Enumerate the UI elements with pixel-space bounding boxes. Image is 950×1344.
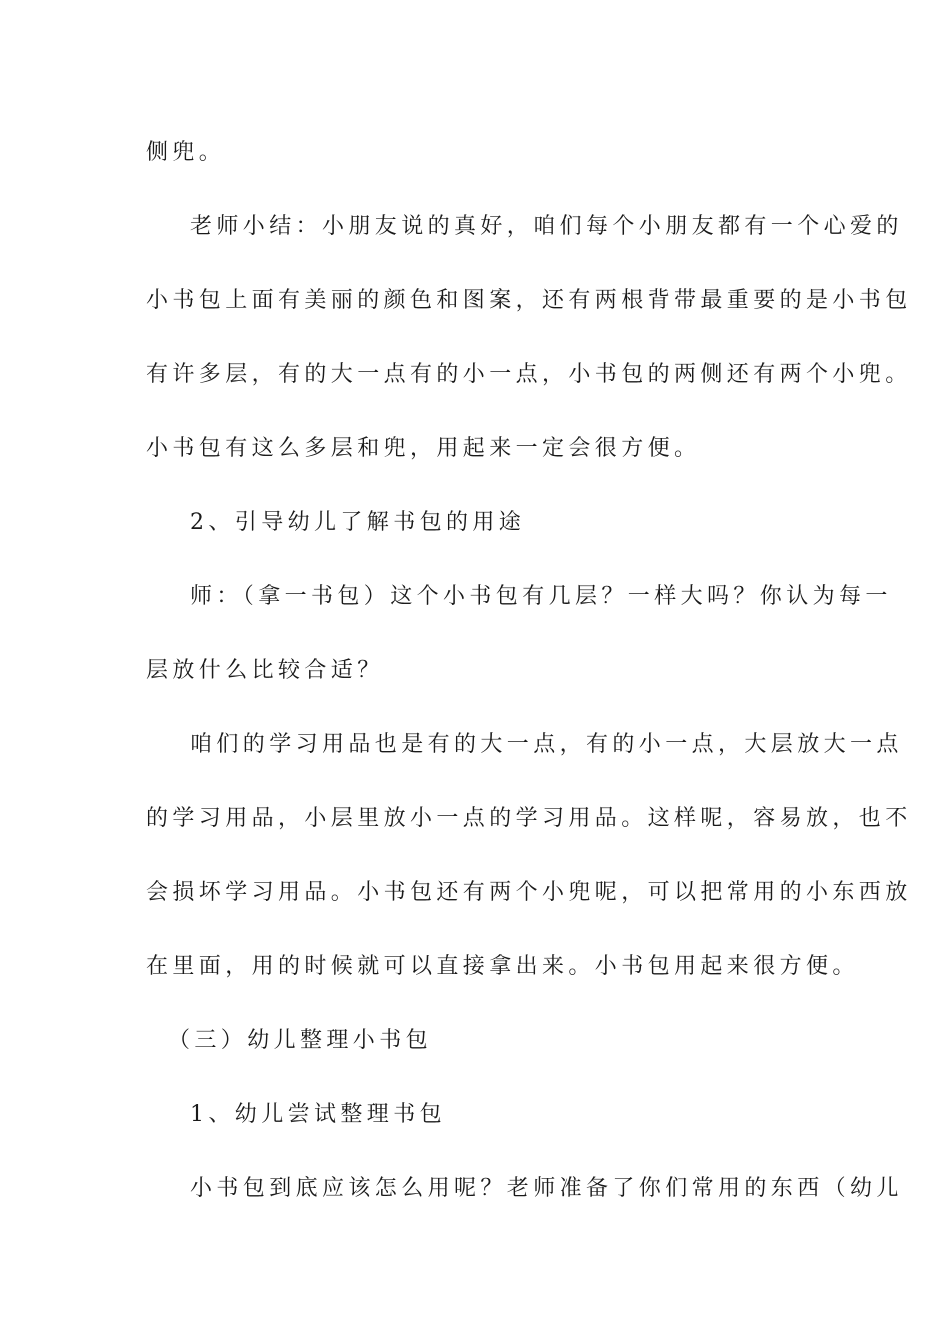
- text-line: 咱们的学习用品也是有的大一点，有的小一点，大层放大一点: [190, 732, 903, 757]
- section-heading: 1、幼儿尝试整理书包: [190, 1102, 446, 1127]
- text-line: 有许多层，有的大一点有的小一点，小书包的两侧还有两个小兜。: [146, 362, 912, 387]
- text-line: 小书包有这么多层和兜，用起来一定会很方便。: [146, 436, 701, 461]
- section-heading: 2、引导幼儿了解书包的用途: [190, 510, 526, 535]
- text-line: 小书包上面有美丽的颜色和图案，还有两根背带最重要的是小书包: [146, 288, 912, 313]
- text-line: 小书包到底应该怎么用呢？老师准备了你们常用的东西（幼儿: [190, 1176, 903, 1201]
- text-line: 会损坏学习用品。小书包还有两个小兜呢，可以把常用的小东西放: [146, 880, 912, 905]
- section-heading: （三）幼儿整理小书包: [168, 1028, 433, 1053]
- text-line: 老师小结：小朋友说的真好，咱们每个小朋友都有一个心爱的: [190, 214, 903, 239]
- text-line: 侧兜。: [146, 140, 226, 165]
- text-line: 的学习用品，小层里放小一点的学习用品。这样呢，容易放，也不: [146, 806, 912, 831]
- text-line: 层放什么比较合适？: [146, 658, 384, 683]
- text-line: 在里面，用的时候就可以直接拿出来。小书包用起来很方便。: [146, 954, 859, 979]
- text-line: 师：（拿一书包）这个小书包有几层？一样大吗？你认为每一: [190, 584, 892, 609]
